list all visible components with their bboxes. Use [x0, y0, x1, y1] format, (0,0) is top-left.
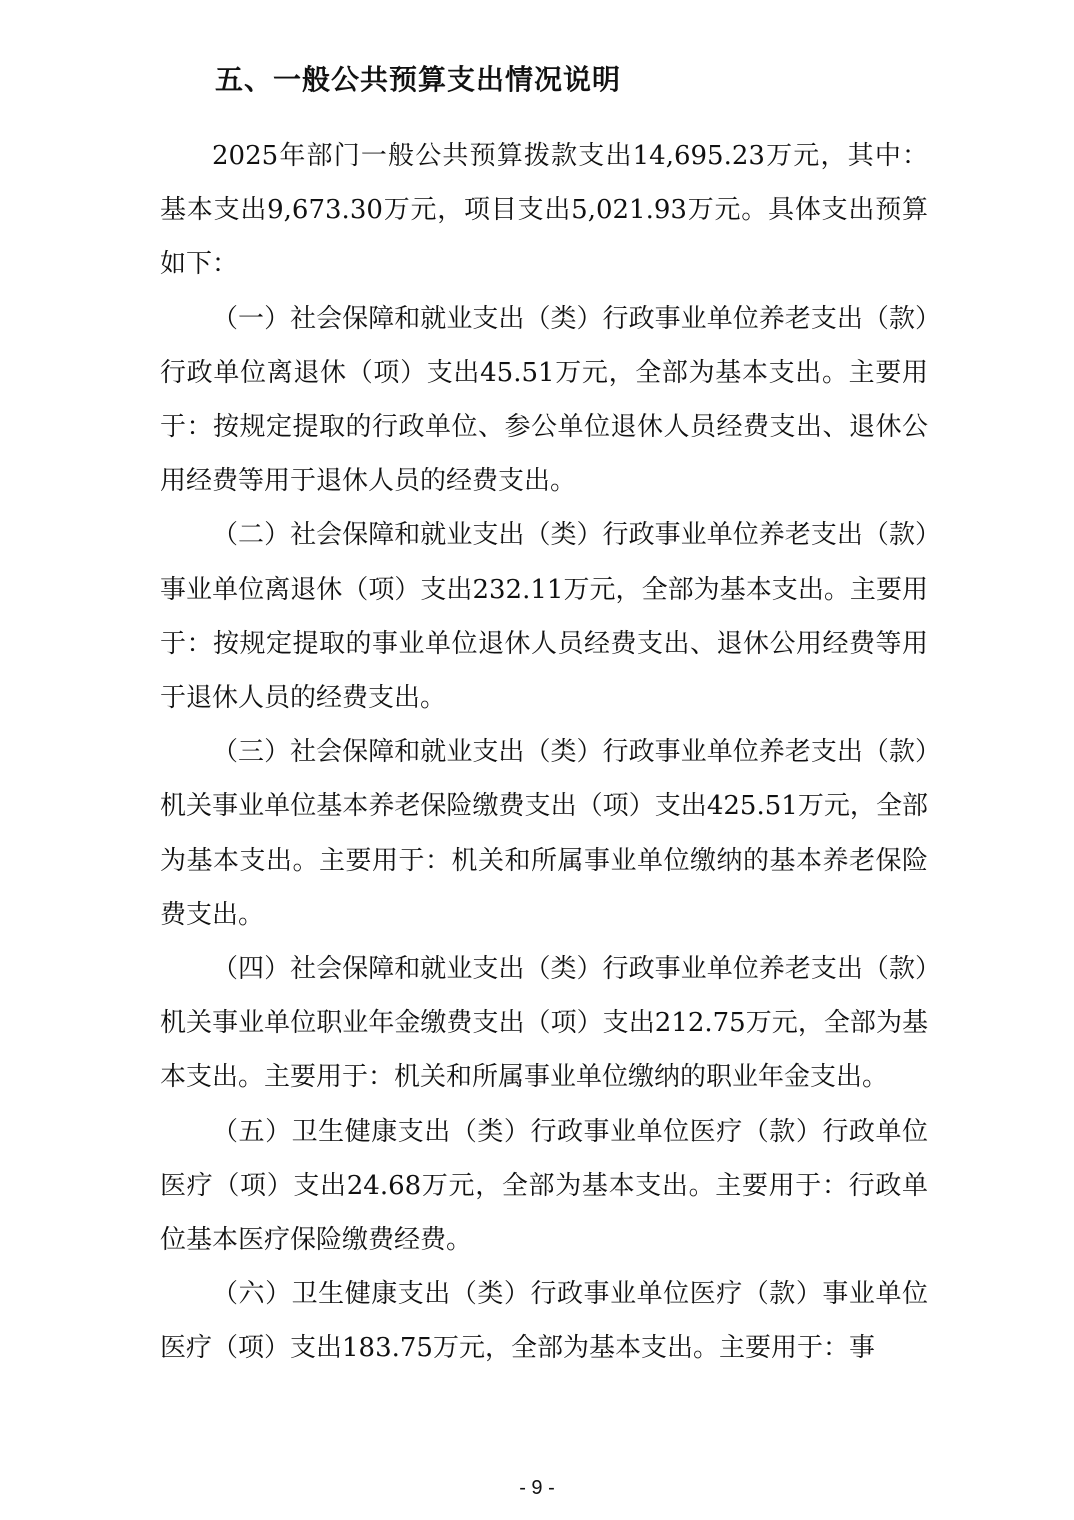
paragraph-item-1: （一）社会保障和就业支出（类）行政事业单位养老支出（款）行政单位离退休（项）支出45.51万元，全部为基本支出。主要用于：按规定提取的行政单位、参公单位退休人员经费支出、退休公用经费等用于退休人员的经费支出。 [160, 303, 928, 497]
body-text [160, 129, 928, 1376]
paragraph-item-3: （三）社会保障和就业支出（类）行政事业单位养老支出（款）机关事业单位基本养老保险缴费支出（项）支出425.51万元，全部为基本支出。主要用于：机关和所属事业单位缴纳的基本养老保险费支出。 [160, 737, 928, 930]
section-heading: 五、一般公共预算支出情况说明 [215, 63, 622, 96]
paragraph-summary: 2025年部门一般公共预算拨款支出14,695.23万元，其中：基本支出9,673.30万元，项目支出5,021.93万元。具体支出预算如下： [160, 141, 928, 280]
paragraph-item-2: （二）社会保障和就业支出（类）行政事业单位养老支出（款）事业单位离退休（项）支出232.11万元，全部为基本支出。主要用于：按规定提取的事业单位退休人员经费支出、退休公用经费等用于退休人员的经费支出。 [160, 520, 928, 714]
paragraph-item-6: （六）卫生健康支出（类）行政事业单位医疗（款）事业单位医疗（项）支出183.75万元，全部为基本支出。主要用于：事 [160, 1279, 928, 1364]
paragraph-item-4: （四）社会保障和就业支出（类）行政事业单位养老支出（款）机关事业单位职业年金缴费支出（项）支出212.75万元，全部为基本支出。主要用于：机关和所属事业单位缴纳的职业年金支出。 [160, 954, 928, 1093]
paragraph-item-5: （五）卫生健康支出（类）行政事业单位医疗（款）行政单位医疗（项）支出24.68万元，全部为基本支出。主要用于：行政单位基本医疗保险缴费经费。 [160, 1116, 928, 1256]
page-number: - 9 - [519, 1477, 555, 1499]
